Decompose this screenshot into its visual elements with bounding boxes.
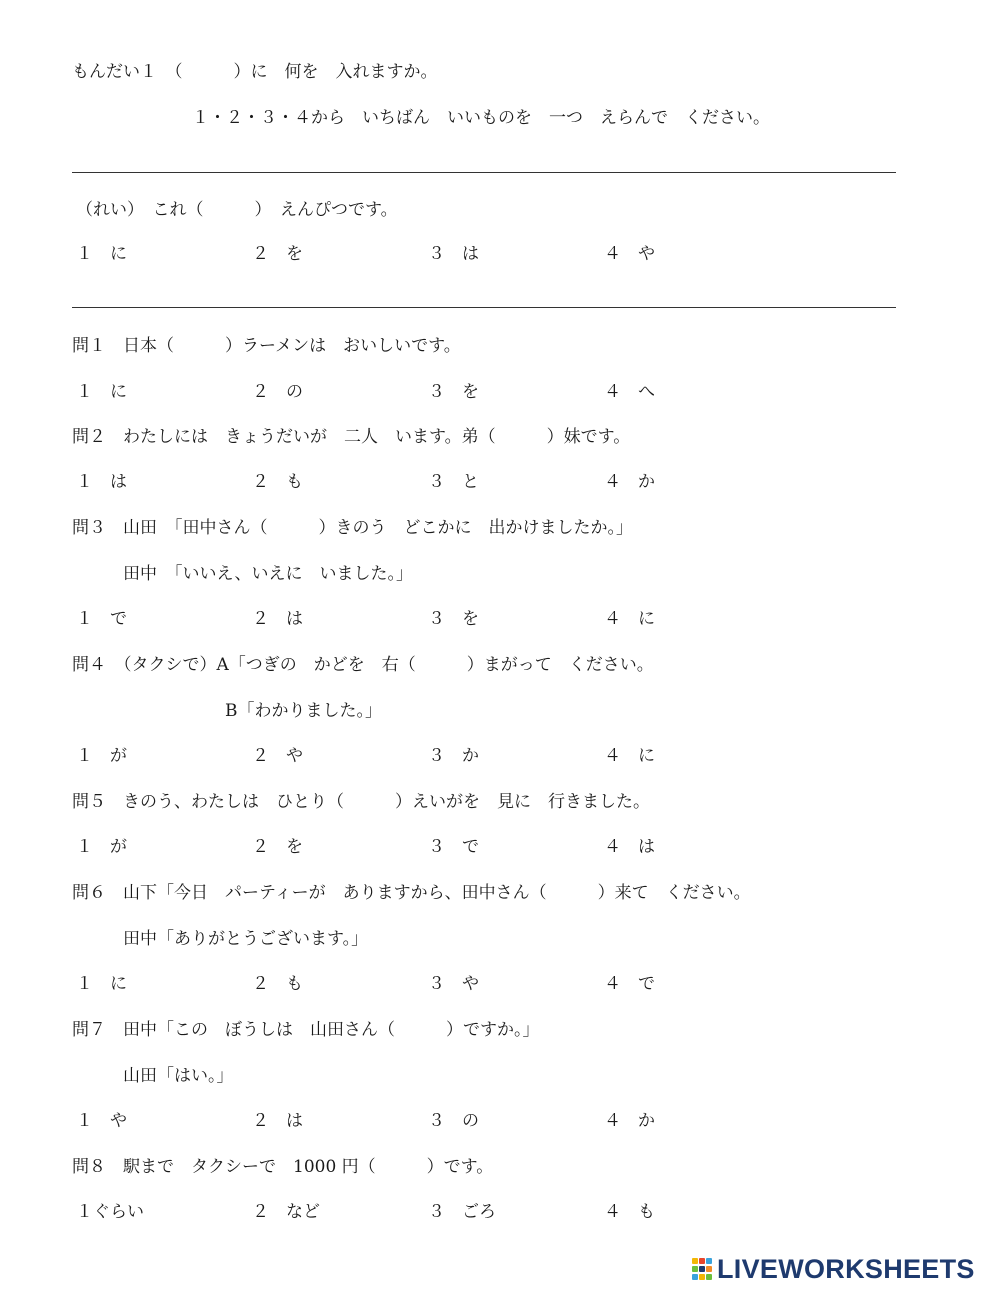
q3-choice-3[interactable]: ３ を: [428, 609, 479, 629]
liveworksheets-logo-text: LIVEWORKSHEETS: [717, 1253, 975, 1284]
q1-choice-2[interactable]: ２ の: [252, 382, 303, 402]
question-6-reply: 田中「ありがとうございます。」: [72, 929, 369, 949]
q4-choice-1[interactable]: １ が: [76, 746, 127, 766]
q8-choice-2[interactable]: ２ など: [252, 1202, 320, 1222]
q7-choice-2[interactable]: ２ は: [252, 1111, 303, 1131]
q6-choice-1[interactable]: １ に: [76, 974, 127, 994]
question-3-reply: 田中 「いいえ、いえに いました。」: [72, 564, 414, 584]
q8-choice-1[interactable]: １ぐらい: [76, 1202, 144, 1222]
liveworksheets-logo-icon: [692, 1256, 714, 1282]
q7-choice-1[interactable]: １ や: [76, 1111, 127, 1131]
question-6-text: 問６ 山下「今日 パーティーが ありますから、田中さん（ ）来て ください。: [72, 883, 751, 903]
q6-choice-3[interactable]: ３ や: [428, 974, 479, 994]
q3-choice-4[interactable]: ４ に: [604, 609, 655, 629]
instruction-title: もんだい１ （ ）に 何を 入れますか。: [72, 62, 438, 82]
q7-choice-3[interactable]: ３ の: [428, 1111, 479, 1131]
question-5-text: 問５ きのう、わたしは ひとり（ ）えいがを 見に 行きました。: [72, 792, 650, 812]
question-8-text: 問８ 駅まで タクシーで 1000 円（ ）です。: [72, 1157, 494, 1177]
q7-choice-4[interactable]: ４ か: [604, 1111, 655, 1131]
question-4-text: 問４ （タクシで）A「つぎの かどを 右（ ）まがって ください。: [72, 655, 654, 675]
question-7-reply: 山田「はい。」: [72, 1066, 234, 1086]
q6-choice-4[interactable]: ４ で: [604, 974, 655, 994]
q6-choice-2[interactable]: ２ も: [252, 974, 303, 994]
q1-choice-3[interactable]: ３ を: [428, 382, 479, 402]
question-1-text: 問１ 日本（ ）ラーメンは おいしいです。: [72, 336, 461, 356]
choice-option[interactable]: １ に: [76, 244, 127, 264]
q1-choice-4[interactable]: ４ へ: [604, 382, 655, 402]
q2-choice-2[interactable]: ２ も: [252, 472, 303, 492]
q1-choice-1[interactable]: １ に: [76, 382, 127, 402]
example-divider: [72, 307, 896, 308]
q3-choice-2[interactable]: ２ は: [252, 609, 303, 629]
q8-choice-4[interactable]: ４ も: [604, 1202, 655, 1222]
q2-choice-4[interactable]: ４ か: [604, 472, 655, 492]
liveworksheets-logo: [692, 1252, 975, 1286]
q5-choice-4[interactable]: ４ は: [604, 837, 655, 857]
q8-choice-3[interactable]: ３ ごろ: [428, 1202, 496, 1222]
q3-choice-1[interactable]: １ で: [76, 609, 127, 629]
instruction-body: １・２・３・４から いちばん いいものを 一つ えらんで ください。: [192, 108, 770, 128]
question-7-text: 問７ 田中「この ぼうしは 山田さん（ ）ですか。」: [72, 1020, 540, 1040]
q2-choice-3[interactable]: ３ と: [428, 472, 479, 492]
q4-choice-4[interactable]: ４ に: [604, 746, 655, 766]
q4-choice-2[interactable]: ２ や: [252, 746, 303, 766]
q2-choice-1[interactable]: １ は: [76, 472, 127, 492]
question-2-text: 問２ わたしには きょうだいが 二人 います。弟（ ）妹です。: [72, 427, 631, 447]
choice-option[interactable]: ４ や: [604, 244, 655, 264]
top-divider: [72, 172, 896, 173]
choice-option[interactable]: ２ を: [252, 244, 303, 264]
q5-choice-2[interactable]: ２ を: [252, 837, 303, 857]
q5-choice-1[interactable]: １ が: [76, 837, 127, 857]
question-4-reply: B「わかりました。」: [72, 701, 382, 721]
choice-option[interactable]: ３ は: [428, 244, 479, 264]
example-question: （れい） これ（ ） えんぴつです。: [76, 200, 398, 220]
q4-choice-3[interactable]: ３ か: [428, 746, 479, 766]
question-3-text: 問３ 山田 「田中さん（ ）きのう どこかに 出かけましたか。」: [72, 518, 633, 538]
q5-choice-3[interactable]: ３ で: [428, 837, 479, 857]
